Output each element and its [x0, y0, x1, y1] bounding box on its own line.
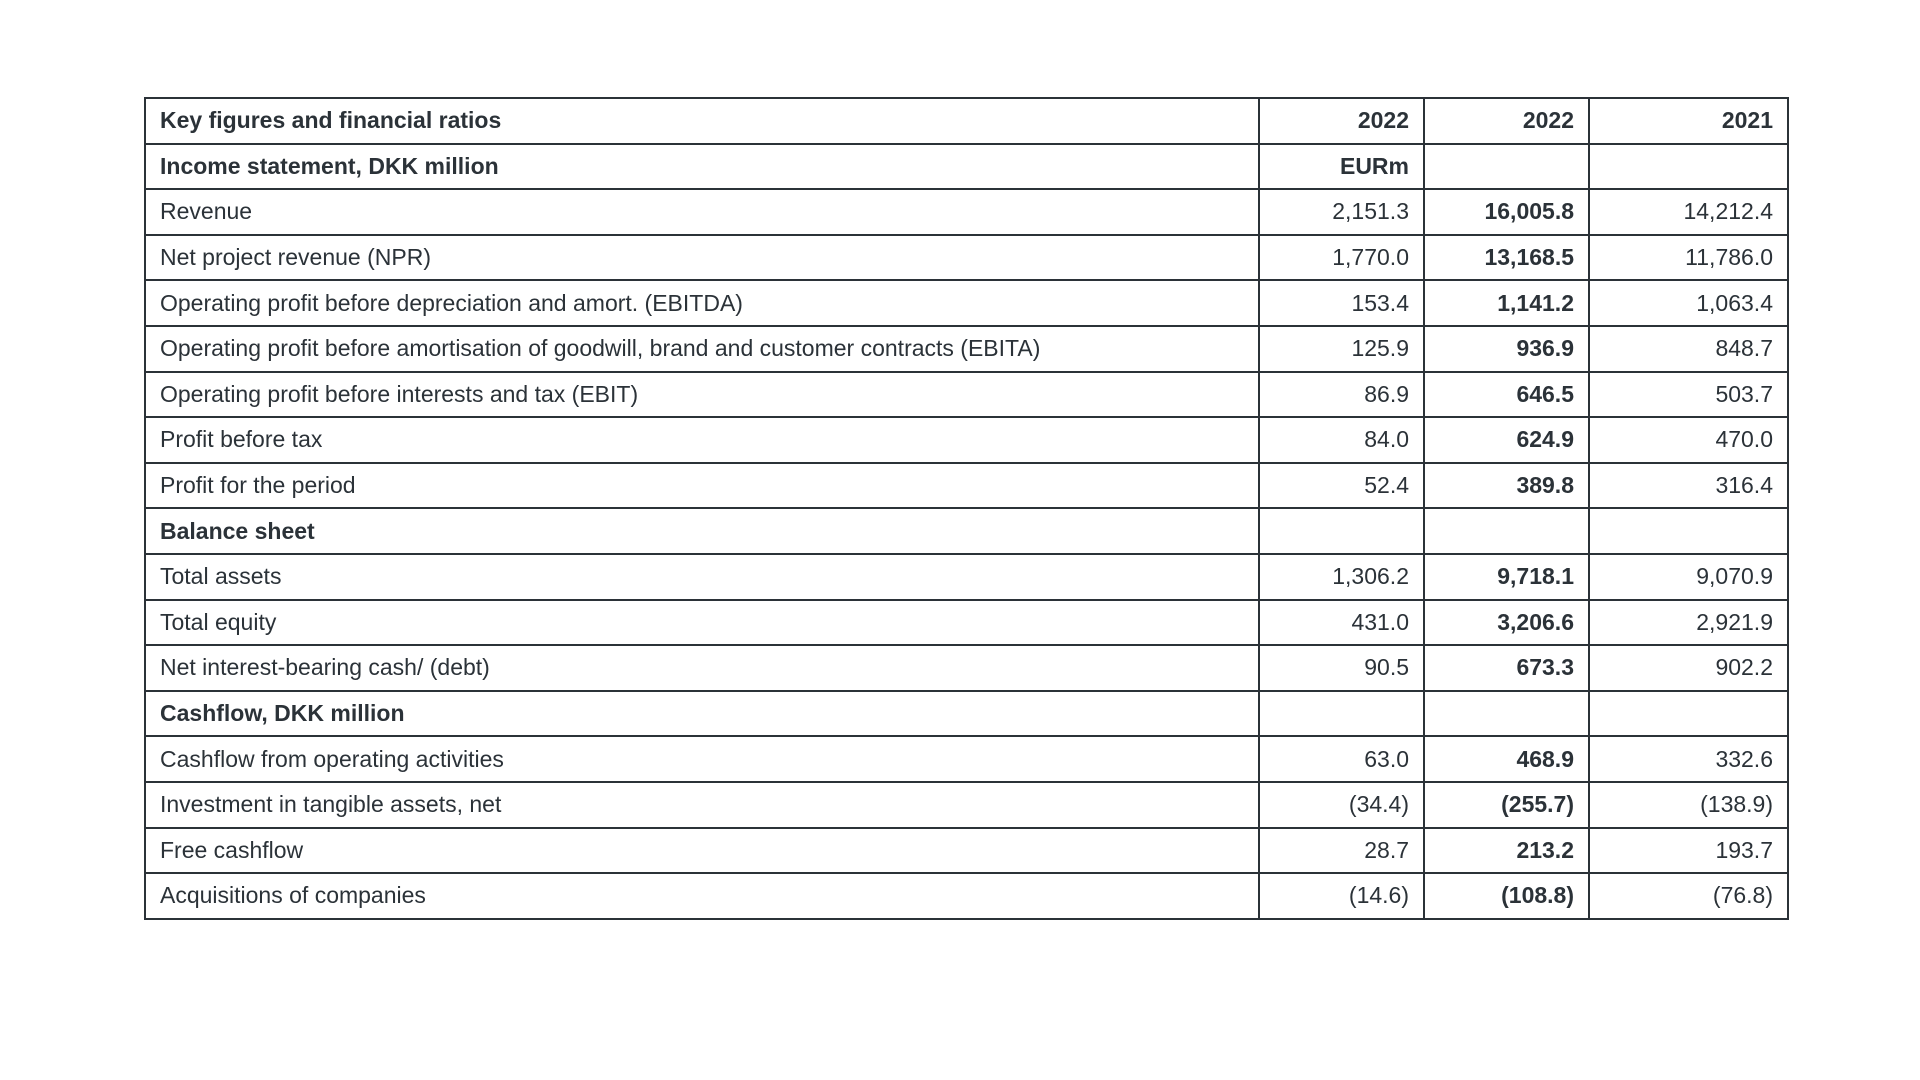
- cell-2022-eur: 431.0: [1259, 600, 1424, 646]
- row-label: Net project revenue (NPR): [145, 235, 1259, 281]
- key-figures-table: [144, 97, 1789, 920]
- row-label: Operating profit before depreciation and amort. (EBITDA): [145, 280, 1259, 326]
- table-row: [145, 235, 1788, 281]
- row-label: Net interest-bearing cash/ (debt): [145, 645, 1259, 691]
- cell-2022-dkk: (255.7): [1424, 782, 1589, 828]
- cell-2022-eur: (34.4): [1259, 782, 1424, 828]
- cell-2022-dkk: 936.9: [1424, 326, 1589, 372]
- cell-2022-dkk: 624.9: [1424, 417, 1589, 463]
- table-row: [145, 782, 1788, 828]
- cell-2021: [1589, 691, 1788, 737]
- table-row: [145, 873, 1788, 919]
- cell-2021: (138.9): [1589, 782, 1788, 828]
- section-title: Income statement, DKK million: [145, 144, 1259, 190]
- row-label: Operating profit before amortisation of goodwill, brand and customer contracts (EBITA): [145, 326, 1259, 372]
- cell-2022-dkk: [1424, 508, 1589, 554]
- row-label: Profit for the period: [145, 463, 1259, 509]
- row-label: Free cashflow: [145, 828, 1259, 874]
- cell-2022-dkk: 646.5: [1424, 372, 1589, 418]
- cell-2022-eur: 28.7: [1259, 828, 1424, 874]
- cell-2022-eur: [1259, 508, 1424, 554]
- cell-2021: 11,786.0: [1589, 235, 1788, 281]
- row-label: Cashflow from operating activities: [145, 736, 1259, 782]
- row-label: Operating profit before interests and tax (EBIT): [145, 372, 1259, 418]
- table-header-row: [145, 98, 1788, 144]
- cell-2021: 14,212.4: [1589, 189, 1788, 235]
- key-figures-table-body: [145, 98, 1788, 919]
- cell-2022-dkk: 9,718.1: [1424, 554, 1589, 600]
- cell-2022-eur: EURm: [1259, 144, 1424, 190]
- section-header-row: [145, 144, 1788, 190]
- cell-2022-dkk: 468.9: [1424, 736, 1589, 782]
- cell-2022-eur: 86.9: [1259, 372, 1424, 418]
- row-label: Profit before tax: [145, 417, 1259, 463]
- cell-2022-dkk: [1424, 691, 1589, 737]
- cell-2022-dkk: 16,005.8: [1424, 189, 1589, 235]
- cell-2021: 470.0: [1589, 417, 1788, 463]
- section-header-row: [145, 691, 1788, 737]
- cell-2022-eur: 1,306.2: [1259, 554, 1424, 600]
- row-label: Total assets: [145, 554, 1259, 600]
- section-title: Balance sheet: [145, 508, 1259, 554]
- cell-2022-eur: 125.9: [1259, 326, 1424, 372]
- row-label: Revenue: [145, 189, 1259, 235]
- table-row: [145, 736, 1788, 782]
- cell-2022-dkk: 389.8: [1424, 463, 1589, 509]
- cell-2021: 193.7: [1589, 828, 1788, 874]
- table-row: [145, 326, 1788, 372]
- cell-2022-eur: 52.4: [1259, 463, 1424, 509]
- column-header-2022-dkk: 2022: [1424, 98, 1589, 144]
- cell-2021: 503.7: [1589, 372, 1788, 418]
- cell-2021: 1,063.4: [1589, 280, 1788, 326]
- table-row: [145, 554, 1788, 600]
- table-title: Key figures and financial ratios: [145, 98, 1259, 144]
- table-row: [145, 280, 1788, 326]
- cell-2022-eur: 1,770.0: [1259, 235, 1424, 281]
- cell-2022-dkk: 3,206.6: [1424, 600, 1589, 646]
- cell-2021: 332.6: [1589, 736, 1788, 782]
- cell-2022-dkk: 1,141.2: [1424, 280, 1589, 326]
- cell-2022-dkk: 213.2: [1424, 828, 1589, 874]
- section-title: Cashflow, DKK million: [145, 691, 1259, 737]
- cell-2022-eur: 84.0: [1259, 417, 1424, 463]
- table-row: [145, 463, 1788, 509]
- cell-2021: [1589, 144, 1788, 190]
- table-row: [145, 372, 1788, 418]
- cell-2021: 848.7: [1589, 326, 1788, 372]
- cell-2022-eur: 153.4: [1259, 280, 1424, 326]
- cell-2021: [1589, 508, 1788, 554]
- cell-2021: 9,070.9: [1589, 554, 1788, 600]
- table-row: [145, 600, 1788, 646]
- cell-2021: 316.4: [1589, 463, 1788, 509]
- column-header-2021: 2021: [1589, 98, 1788, 144]
- cell-2022-dkk: [1424, 144, 1589, 190]
- cell-2022-dkk: 673.3: [1424, 645, 1589, 691]
- cell-2022-eur: 90.5: [1259, 645, 1424, 691]
- cell-2021: (76.8): [1589, 873, 1788, 919]
- table-row: [145, 645, 1788, 691]
- cell-2022-dkk: 13,168.5: [1424, 235, 1589, 281]
- row-label: Acquisitions of companies: [145, 873, 1259, 919]
- row-label: Investment in tangible assets, net: [145, 782, 1259, 828]
- cell-2021: 2,921.9: [1589, 600, 1788, 646]
- cell-2022-eur: 2,151.3: [1259, 189, 1424, 235]
- section-header-row: [145, 508, 1788, 554]
- table-row: [145, 189, 1788, 235]
- row-label: Total equity: [145, 600, 1259, 646]
- table-row: [145, 828, 1788, 874]
- cell-2022-eur: [1259, 691, 1424, 737]
- cell-2022-dkk: (108.8): [1424, 873, 1589, 919]
- column-header-2022-eur: 2022: [1259, 98, 1424, 144]
- table-row: [145, 417, 1788, 463]
- cell-2022-eur: (14.6): [1259, 873, 1424, 919]
- cell-2022-eur: 63.0: [1259, 736, 1424, 782]
- cell-2021: 902.2: [1589, 645, 1788, 691]
